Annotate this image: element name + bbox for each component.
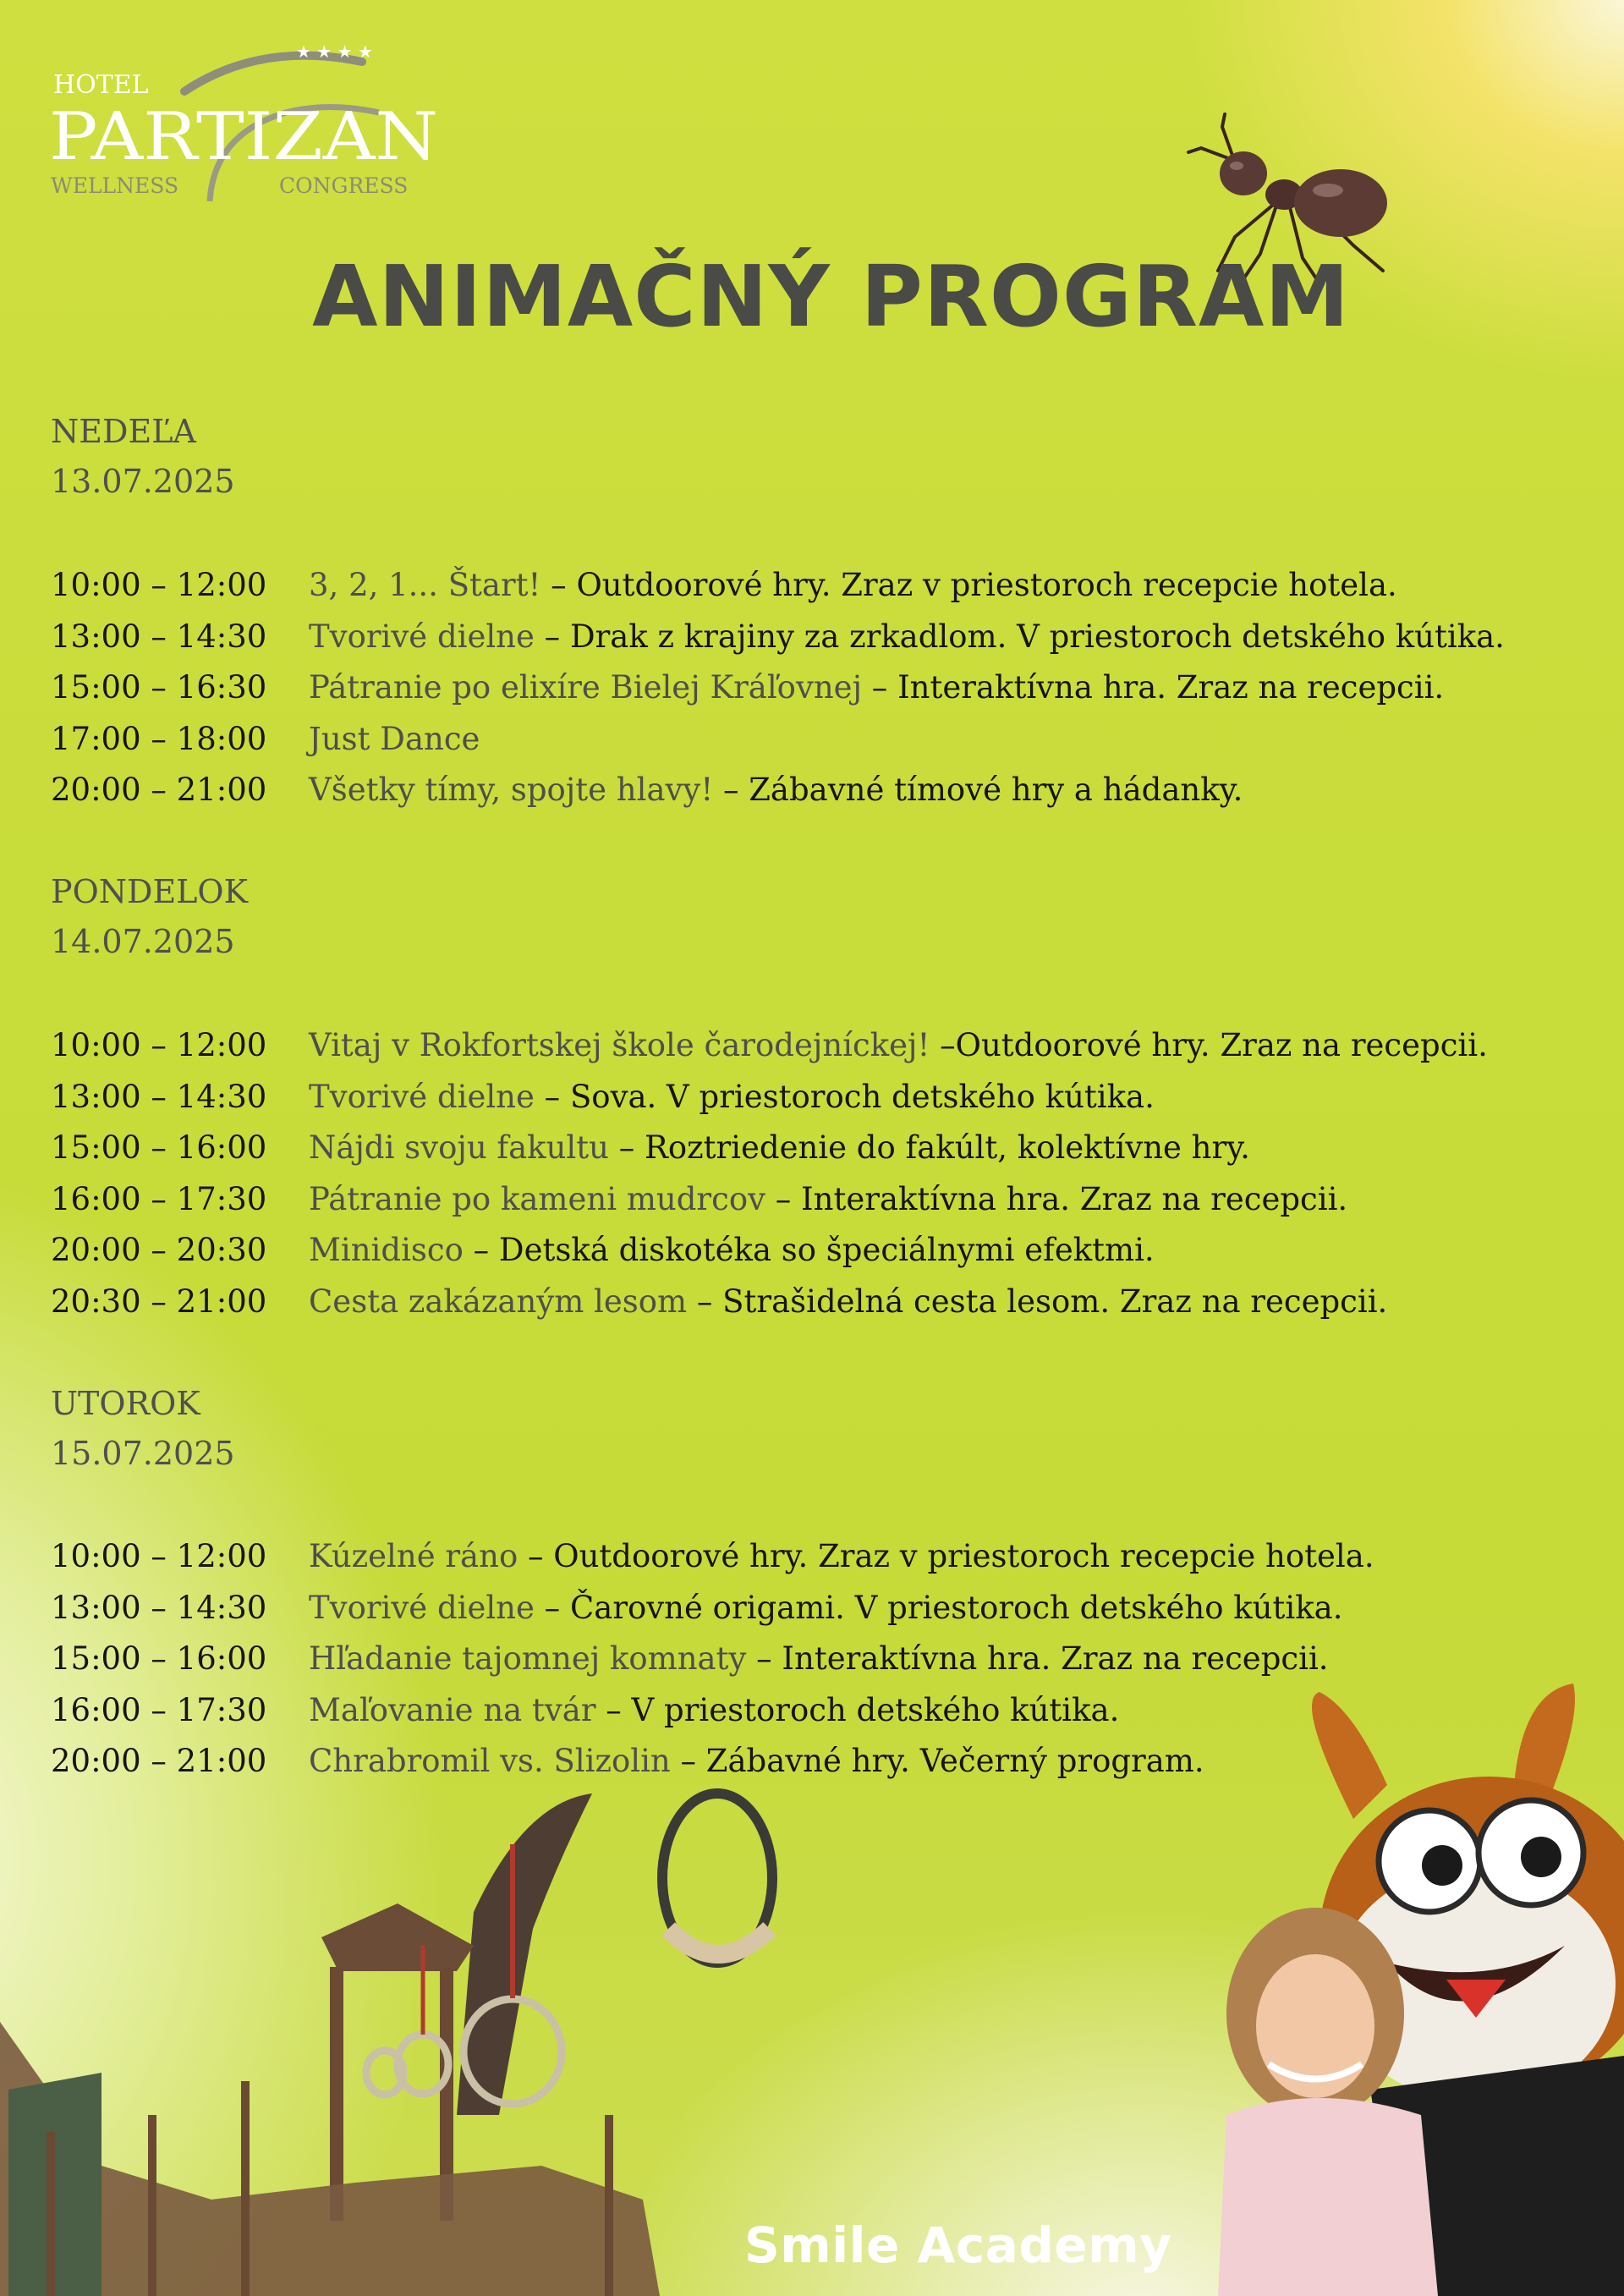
event-details: – Interaktívna hra. Zraz na recepcii. xyxy=(862,669,1445,706)
event-time: 10:00 – 12:00 xyxy=(51,1027,267,1063)
event-details: – Drak z krajiny za zrkadlom. V priestoroch detského kútika. xyxy=(534,618,1505,655)
event-time: 10:00 – 12:00 xyxy=(51,567,267,603)
event-time: 13:00 – 14:30 xyxy=(51,1079,267,1115)
event-details: – Čarovné origami. V priestoroch detského kútika. xyxy=(534,1590,1343,1626)
event-details: – Roztriedenie do fakúlt, kolektívne hry. xyxy=(608,1129,1250,1166)
event-activity: Tvorivé dielne xyxy=(309,1079,535,1115)
day-name: UTOROK xyxy=(51,1385,200,1422)
day-name: PONDELOK xyxy=(51,873,248,910)
playground-illustration xyxy=(0,1793,660,2296)
event-details: – Sova. V priestoroch detského kútika. xyxy=(534,1079,1155,1115)
day-date: 14.07.2025 xyxy=(51,923,235,960)
event-activity: Vitaj v Rokfortskej škole čarodejníckej! xyxy=(309,1027,930,1063)
event-time: 15:00 – 16:30 xyxy=(51,669,267,706)
event-activity: Pátranie po elixíre Bielej Kráľovnej xyxy=(309,669,863,706)
event-details: – Zábavné hry. Večerný program. xyxy=(670,1743,1204,1779)
event-time: 17:00 – 18:00 xyxy=(51,721,267,757)
day-date: 13.07.2025 xyxy=(51,463,235,500)
event-time: 10:00 – 12:00 xyxy=(51,1538,267,1574)
event-time: 15:00 – 16:00 xyxy=(51,1129,267,1166)
child-illustration xyxy=(1218,1908,1438,2296)
gym-ring-illustration xyxy=(662,1793,772,1963)
event-details: – Interaktívna hra. Zraz na recepcii. xyxy=(746,1640,1329,1677)
svg-text:CONGRESS: CONGRESS xyxy=(279,173,409,198)
event-details: – V priestoroch detského kútika. xyxy=(595,1692,1120,1728)
event-activity: Chrabromil vs. Slizolin xyxy=(309,1743,671,1779)
event-time: 13:00 – 14:30 xyxy=(51,1590,267,1626)
event-activity: Cesta zakázaným lesom xyxy=(309,1283,688,1320)
event-details: – Zábavné tímové hry a hádanky. xyxy=(713,772,1243,808)
event-activity: Maľovanie na tvár xyxy=(309,1692,596,1728)
event-activity: Kúzelné ráno xyxy=(309,1538,518,1574)
event-activity: Just Dance xyxy=(309,721,480,757)
event-time: 20:00 – 20:30 xyxy=(51,1232,267,1268)
event-time: 13:00 – 14:30 xyxy=(51,618,267,655)
event-time: 16:00 – 17:30 xyxy=(51,1692,267,1728)
event-activity: Tvorivé dielne xyxy=(309,1590,535,1626)
event-details: –Outdoorové hry. Zraz na recepcii. xyxy=(930,1027,1488,1063)
event-details: – Outdoorové hry. Zraz v priestoroch recepcie hotela. xyxy=(540,567,1397,603)
event-details: – Outdoorové hry. Zraz v priestoroch recepcie hotela. xyxy=(518,1538,1374,1574)
event-time: 16:00 – 17:30 xyxy=(51,1181,267,1217)
event-time: 20:30 – 21:00 xyxy=(51,1283,267,1320)
event-details: – Interaktívna hra. Zraz na recepcii. xyxy=(765,1181,1348,1217)
day-date: 15.07.2025 xyxy=(51,1435,235,1472)
svg-text:PARTIZAN: PARTIZAN xyxy=(49,99,438,175)
event-time: 20:00 – 21:00 xyxy=(51,772,267,808)
svg-text:WELLNESS: WELLNESS xyxy=(51,173,179,198)
mascot-illustration xyxy=(1312,1684,1624,2296)
event-activity: Nájdi svoju fakultu xyxy=(309,1129,609,1166)
svg-text:★ ★ ★ ★: ★ ★ ★ ★ xyxy=(296,41,373,62)
svg-text:HOTEL: HOTEL xyxy=(53,70,149,100)
event-activity: Hľadanie tajomnej komnaty xyxy=(309,1640,747,1677)
event-activity: 3, 2, 1... Štart! xyxy=(309,567,541,603)
event-time: 20:00 – 21:00 xyxy=(51,1743,267,1779)
event-details: – Detská diskotéka so špeciálnymi efektmi. xyxy=(463,1232,1155,1268)
page-title: ANIMAČNÝ PROGRAM xyxy=(312,247,1350,346)
event-time: 15:00 – 16:00 xyxy=(51,1640,267,1677)
day-name: NEDEĽA xyxy=(51,413,196,450)
event-activity: Minidisco xyxy=(309,1232,464,1268)
event-details: – Strašidelná cesta lesom. Zraz na recepcii. xyxy=(687,1283,1388,1320)
smile-academy-logo: Smile Academy xyxy=(744,2216,1172,2274)
event-activity: Tvorivé dielne xyxy=(309,618,535,655)
event-activity: Pátranie po kameni mudrcov xyxy=(309,1181,766,1217)
event-activity: Všetky tímy, spojte hlavy! xyxy=(309,772,714,808)
hotel-partizan-logo xyxy=(49,32,447,201)
